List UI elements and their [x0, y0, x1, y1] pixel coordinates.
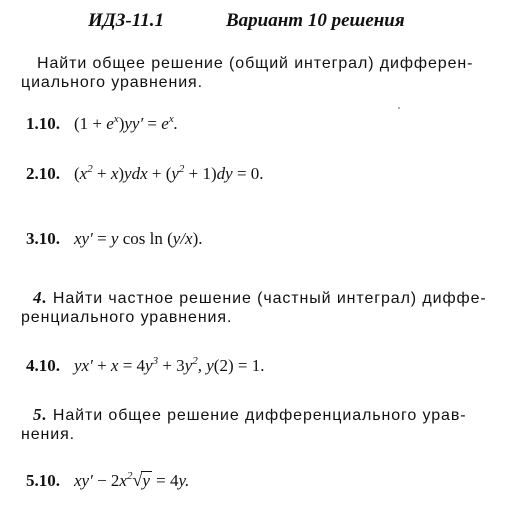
task-label: 3.10. — [26, 229, 60, 248]
instruction-general-solution — [21, 405, 467, 444]
task-formula: $yx' + x = 4y^3 + 3y^2$, y(2) = 1. — [74, 355, 265, 375]
task-5-10 — [26, 470, 189, 491]
instruction-line: Найти общее решение (общий интеграл) дифферен- — [37, 55, 474, 72]
instruction-text: Найти общее решение дифференциального урав- — [52, 407, 467, 424]
task-3-10 — [26, 229, 203, 249]
task-label: 2.10. — [26, 164, 60, 183]
instruction-line: циального уравнения. — [21, 74, 203, 91]
radical-sign: √ — [132, 470, 143, 490]
task-formula: xy′ = y cos ln (y/x). — [74, 229, 203, 248]
instruction-line: ренциального уравнения. — [21, 309, 233, 326]
task-1-10 — [26, 114, 178, 134]
task-formula: $xy' - 2x^2√y = 4y$. — [74, 470, 190, 490]
section-number: 4. — [33, 288, 48, 307]
instruction-line — [33, 405, 466, 425]
task-4-10 — [26, 356, 264, 376]
instruction-text: Найти частное решение (частный интеграл) диффе- — [52, 290, 487, 307]
radicand: y — [142, 471, 150, 490]
task-formula: $(x^2 + x)ydx + (y^2 + 1)dy = 0$. — [74, 163, 264, 183]
task-label: 4.10. — [26, 356, 60, 375]
task-label: 5.10. — [26, 471, 60, 490]
task-2-10 — [26, 164, 264, 184]
instruction-particular-integral — [21, 288, 487, 327]
instruction-line: нения. — [21, 426, 76, 443]
task-label: 1.10. — [26, 114, 60, 133]
document-header — [0, 10, 519, 38]
assignment-code: ИДЗ-11.1 — [88, 10, 164, 31]
instruction-general-integral — [21, 54, 474, 92]
scan-speck — [398, 107, 400, 109]
variant-title: Вариант 10 решения — [226, 10, 405, 31]
instruction-line — [33, 288, 487, 308]
section-number: 5. — [33, 405, 48, 424]
task-formula: $(1 + e^x)yy' = e^x$. — [74, 113, 178, 133]
